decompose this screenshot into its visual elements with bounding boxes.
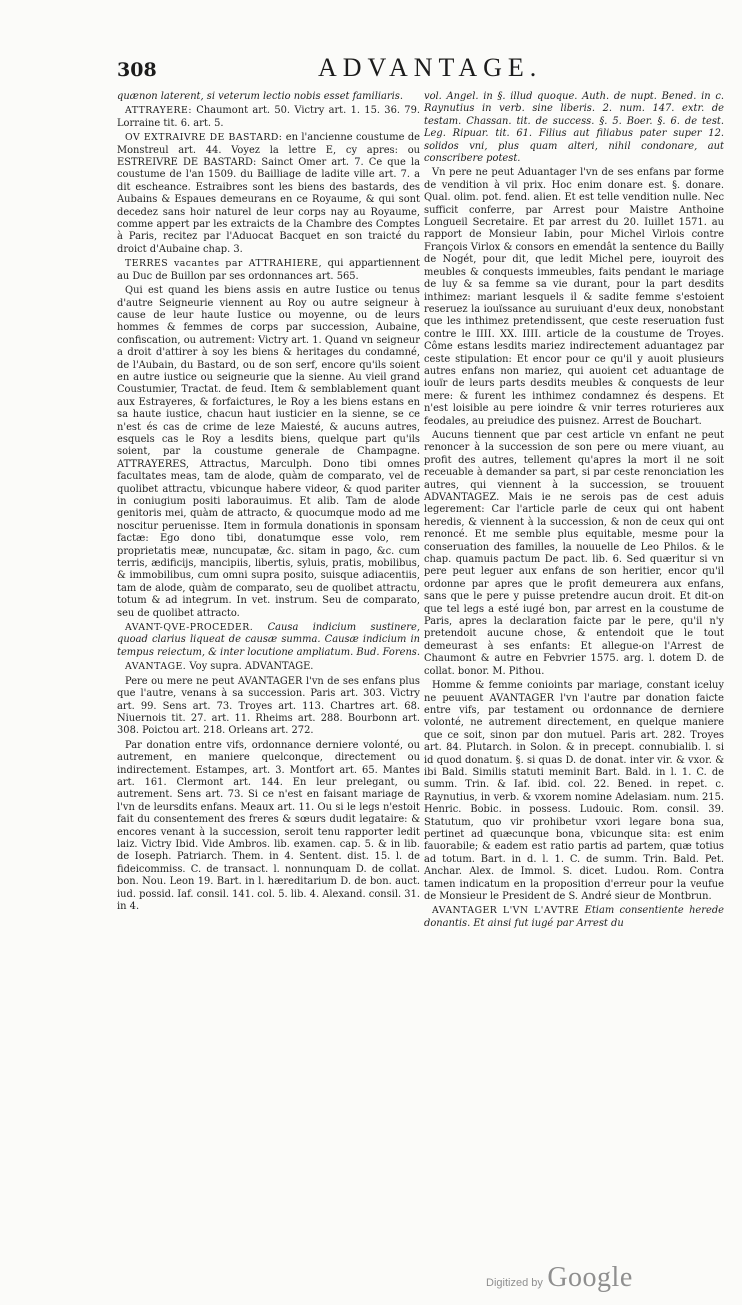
paragraph: Qui est quand les biens assis en autre Iustice ou tenus d'autre Seigneurie viennent au Roy ou autre seigneur à cause de leur haute Iustice ou moyenne, ou de leurs hommes & femmes de corps par succession, Aubaine, confiscation, ou autrement: Victry art. 1. Quand vn seigneur a droit d'attirer à soy les biens & heritages du condamné, de l'Aubain, du Bastard, ou de son serf, encore qu'ils soient en autre iustice ou seigneurie que la sienne. Au vieil grand Coustumier, Tractat. de feud. Item & semblablement quant aux Estrayeres, & forfaictures, le Roy a les biens estans en sa haute iustice, chacun haut iusticier en la sienne, se ce n'est és cas de crime de leze Maiesté, & aucuns autres, esquels cas le Roy a lesdits biens, quelque part qu'ils soient, par la coustume generale de Champagne. ATTRAYERES, Attractus, Marculph. Dono tibi omnes facultates meas, tam de alode, quàm de comparato, vel de quolibet attractu, vbicunque habere videor, & quod pariter in coniugium positi laborauimus. Et alib. Tam de alode genitoris mei, quàm de attracto, & quocumque modo ad me noscitur peruenisse. Item in formula donationis in sponsam factæ: Ego dono tibi, donatumque esse volo, rem proprietatis meæ, nuncupatæ, &c. sitam in pago, &c. cum terris, ædificijs, mancipiis, libertis, syluis, pratis, mobilibus, & immobilibus, cum omni supra posito, suisque adiacentiis, tam de alode, quàm de comparato, seu de quolibet attractu, totum & ad integrum. In vet. instrum. Seu de comparato, seu de quolibet attracto. [117, 285, 420, 619]
paragraph: TERRES vacantes par ATTRAHIERE, qui appartiennent au Duc de Buillon par ses ordonnances art. 565. [117, 258, 420, 282]
paragraph: quænon laterent, si veterum lectio nobis esset familiaris. [117, 91, 403, 102]
paragraph: OV EXTRAIVRE DE BASTARD: en l'ancienne coustume de Monstreul art. 44. Voyez la lettre E, cy apres: ou ESTREIVRE DE BASTARD: Sainct Omer art. 7. Ce que la coustume de l'an 1509. du Bailliage de ladite ville art. 7. a dit escheance. Estraibres sont les biens des bastards, des Aubains & Espaues demeurans en ce Royaume, & qui sont decedez sans hoir naturel de leur corps nay au Royaume, comme appert par les extraicts de la Chambre des Comptes à Paris, recitez par l'Aduocat Bacquet en son traicté du droict d'Aubaine chap. 3. [117, 132, 420, 255]
paragraph: Pere ou mere ne peut AVANTAGER l'vn de ses enfans plus que l'autre, venans à sa succession. Paris art. 303. Victry art. 99. Sens art. 73. Troyes art. 113. Chartres art. 68. Niuernois tit. 27. art. 11. Rheims art. 288. Bourbonn art. 308. Poictou art. 218. Orleans art. 272. [117, 675, 420, 737]
running-head: ADVANTAGE. [318, 53, 543, 82]
digitized-by-google-watermark [486, 1262, 633, 1294]
watermark-prefix: Digitized by [486, 1277, 543, 1289]
paragraph: Aucuns tiennent que par cest article vn enfant ne peut renoncer à la succession de son pere ou mere viuant, au profit des autres, tellement qu'apres la mort il ne soit receuable à demander sa part, si par ceste renonciation les autres, qui viennent à la succession, se trouuent ADVANTAGEZ. Mais ie ne serois pas de cest aduis legerement: Car l'article parle de ceux qui ont habent heredis, & viennent à la succession, & non de ceux qui ont renoncé. Et me semble plus equitable, mesme pour la conseruation des familles, la nouuelle de Leo Philos. & le chap. quamuis pactum De pact. lib. 6. Sed quæritur si vn pere peut leguer aux enfans de son heritier, encor qu'il ordonne par apres que le profit demeurera aux enfans, sans que le pere y puisse pretendre aucun droit. Et dit-on que tel legs a esté iugé bon, par arrest en la coustume de Paris, apres la declaration faicte par le pere, qu'il n'y pretendoit aucune chose, & entendoit que le tout demeurast à ses enfants: Et allegue-on l'Arrest de Chaumont & autre en Febvrier 1575. arg. l. dotem D. de collat. bonor. M. Pithou. [424, 429, 724, 677]
paragraph: vol. Angel. in §. illud quoque. Auth. de nupt. Bened. in c. Raynutius in verb. sine liberis. 2. num. 147. extr. de testam. Chassan. tit. de success. §. 5. Boer. §. 6. de test. Leg. Ripuar. tit. 61. Filius aut filiabus pater super 12. solidos vni, plus quam alteri, nihil condonare, aut conscribere potest. [424, 91, 724, 165]
paragraph: Par donation entre vifs, ordonnance derniere volonté, ou autrement, en maniere quelconque, directement ou indirectement. Estampes, art. 3. Montfort art. 65. Mantes art. 161. Clermont art. 144. En leur prelegant, ou autrement. Sens art. 73. Si ce n'est en faisant mariage de l'vn de leursdits enfans. Meaux art. 11. Ou si le legs n'estoit fait du consentement des freres & sœurs dudit legataire: & encores venant à la succession, seroit tenu rapporter ledit laiz. Victry Ibid. Vide Ambros. lib. examen. cap. 5. & in lib. de Ioseph. Patriarch. Them. in 4. Sentent. dist. 15. l. de fideicommiss. C. de transact. l. nonnunquam D. de collat. bon. Nou. Leon 19. Bart. in l. hæreditarium D. de bon. auct. iud. possid. Iaf. consil. 141. col. 5. lib. 4. Alexand. consil. 31. in 4. [117, 739, 420, 912]
google-logo: Google [547, 1262, 633, 1293]
paragraph: AVANTAGE. Voy supra. ADVANTAGE. [125, 661, 314, 673]
paragraph: Homme & femme conioints par mariage, constant iceluy ne peuuent AVANTAGER l'vn l'autre par donation faicte entre vifs, par testament ou ordonnance de derniere volonté, ne autrement directement, en quelque maniere que ce soit, sinon par don mutuel. Paris art. 282. Troyes art. 84. Plutarch. in Solon. & in precept. connubialib. l. si id quod donatum. §. si quas D. de donat. inter vir. & vxor. & ibi Bald. Similis statuti meminit Bart. Bald. in l. 1. C. de summ. Trin. & Iaf. ibid. col. 22. Bened. in repet. c. Raynutius, in verb. & vxorem nomine Adelasiam. num. 215. Henric. Bobic. in possess. Ludouic. Rom. consil. 39. Statutum, quo vir prohibetur vxori legare bona sua, pertinet ad quæcunque bona, vbicunque sita: est enim fauorabile; & eadem est ratio partis ad partem, quæ totius ad totum. Bart. in d. l. 1. C. de summ. Trin. Bald. Pet. Anchar. Alex. de Immol. S. dicet. Ludou. Rom. Contra tamen indicatum en la proposition d'erreur pour la veufue de Monsieur le President de S. André sieur de Montbrun. [424, 680, 724, 902]
paragraph: AVANTAGER L'VN L'AVTRE Etiam consentiente herede donantis. Et ainsi fut iugé par Arrest du [424, 905, 724, 929]
right-column [424, 91, 724, 932]
paragraph: ATTRAYERE: Chaumont art. 50. Victry art. 1. 15. 36. 79. Lorraine tit. 6. art. 5. [117, 105, 420, 129]
paragraph: AVANT-QVE-PROCEDER. Causa indicium sustinere, quoad clarius liqueat de causæ summa. Causæ indicium in tempus reiectum, & inter locutione ampliatum. Bud. Forens. [117, 622, 421, 658]
left-column [117, 91, 420, 915]
page-number: 308 [117, 59, 157, 81]
paragraph: Vn pere ne peut Aduantager l'vn de ses enfans par forme de vendition à vil prix. Hoc enim donare est. §. donare. Qual. olim. pot. fend. alien. Et est telle vendition nulle. Nec sufficit conferre, par Arrest pour Maistre Anthoine Longueil Secretaire. Et par arrest du 20. Iuillet 1571. au rapport de Monsieur Iabin, pour Michel Virlois contre François Virlox & consors en emendât la sentence du Bailly de Nogét, pour dit, que ledit Michel pere, iouyroit des meubles & conquests immeubles, faits pendant le mariage de luy & sa femme sa vie durant, pour la part desdits inthimez: mariant lesquels il & sadite femme s'estoient reseruez la iouïssance au suruiuant d'eux deux, nonobstant que les inthimez pretendissent, que ceste reseruation fust contre le IIII. XX. IIII. article de la coustume de Troyes. Côme estans lesdits mariez indirectement aduantagez par ceste stipulation: Et encor pour ce qu'il y auoit plusieurs autres enfans non mariez, qui auoient cet aduantage de iouïr de leurs parts desdits meubles & conquests de leur mere: & furent les inthimez condamnez és despens. Et n'est loisible au pere ioindre & vnir terres roturieres aux feodales, au preiudice des puisnez. Arrest de Bouchart. [424, 167, 724, 427]
